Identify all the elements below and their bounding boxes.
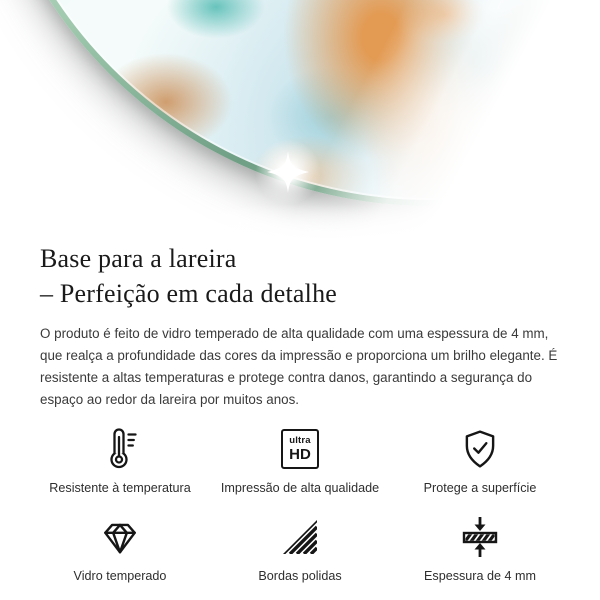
ultra-hd-icon-text-top: ultra — [289, 435, 311, 447]
feature-tempered-glass — [30, 512, 210, 583]
feature-thickness — [390, 512, 570, 583]
hero-product-image — [0, 0, 600, 238]
product-description: O produto é feito de vidro temperado de alta qualidade com uma espessura de 4 mm, que realça a profundidade das cores da impressão e proporciona um brilho elegante. É resistente a altas temperaturas e protege contra danos, garantindo a segurança do espaço ao redor da lareira por muitos anos. — [40, 326, 558, 407]
thermometer-icon — [100, 426, 140, 472]
shield-check-icon — [459, 428, 501, 470]
page-title-line2: – Perfeição em cada detalhe — [40, 279, 338, 308]
feature-polished-edges — [210, 512, 390, 583]
diamond-icon — [99, 516, 141, 558]
feature-label: Espessura de 4 mm — [424, 569, 536, 583]
feature-label: Bordas polidas — [258, 569, 342, 583]
feature-print-quality — [210, 424, 390, 495]
hero-fade-overlay — [0, 0, 600, 238]
feature-label: Resistente à temperatura — [49, 481, 191, 495]
feature-label: Vidro temperado — [73, 569, 167, 583]
ultra-hd-icon-text-bottom: HD — [289, 445, 311, 463]
page-title-line1: Base para a lareira — [40, 244, 237, 273]
features-grid — [30, 424, 570, 583]
feature-label: Impressão de alta qualidade — [220, 481, 380, 495]
feature-surface-protection — [390, 424, 570, 495]
feature-temperature — [30, 424, 210, 495]
page-title — [40, 241, 560, 311]
polished-edge-icon — [280, 517, 320, 557]
ultra-hd-icon — [281, 429, 319, 469]
feature-label: Protege a superfície — [423, 481, 537, 495]
thickness-icon — [460, 515, 500, 559]
